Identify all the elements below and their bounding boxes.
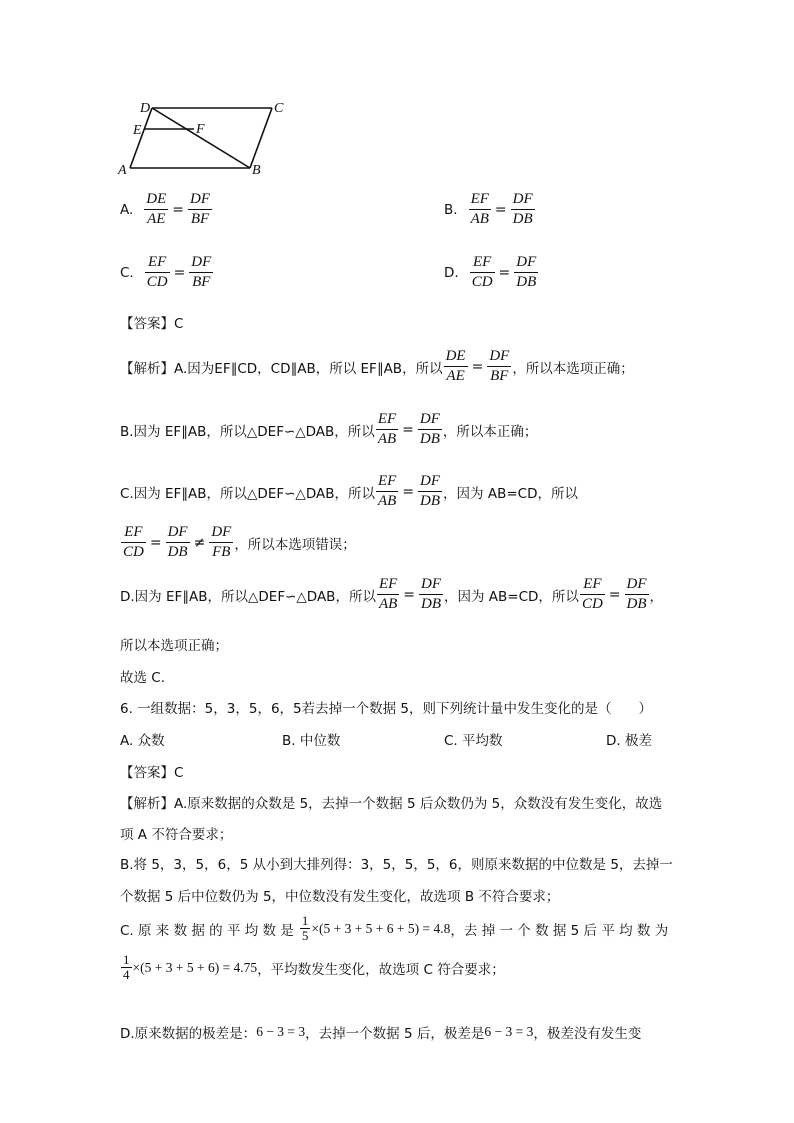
- segment-CB: [250, 108, 272, 168]
- denominator: 4: [123, 967, 130, 982]
- label-E: E: [133, 123, 142, 138]
- analysis-b-text2: ，所以本正确；: [442, 423, 538, 440]
- fraction: [625, 575, 649, 614]
- equals-sign: =: [149, 534, 162, 551]
- option-A-label: A.: [120, 201, 134, 218]
- denominator: AB: [377, 431, 397, 447]
- denominator: CD: [581, 596, 603, 612]
- analysis-a-text2: ，所以本选项正确；: [512, 360, 634, 377]
- numerator: DF: [419, 575, 443, 595]
- numerator: DF: [487, 347, 511, 367]
- fraction: [144, 190, 168, 229]
- fraction: [487, 347, 511, 386]
- numerator: DF: [209, 523, 233, 543]
- q6-analysis-b2: 个数据 5 后中位数仍为 5，中位数没有发生变化，故选项 B 不符合要求；: [120, 889, 560, 905]
- equals-sign: =: [498, 264, 511, 281]
- analysis-c-text3: ，所以本选项错误；: [234, 536, 356, 553]
- numerator: DF: [418, 410, 442, 430]
- denominator: BF: [192, 274, 211, 290]
- q6-option-D: D. 极差: [606, 733, 652, 749]
- fraction: [470, 253, 495, 292]
- q6-analysis-d-expr2: 6 − 3 = 3: [484, 1024, 534, 1039]
- label-B: B: [252, 163, 261, 178]
- denominator: DB: [420, 493, 441, 509]
- denominator: DB: [626, 596, 647, 612]
- denominator: AB: [378, 596, 398, 612]
- numerator: EF: [580, 575, 605, 595]
- equals-sign: =: [403, 586, 416, 603]
- fraction: [418, 472, 442, 511]
- fraction: [419, 575, 443, 614]
- equals-sign: =: [402, 483, 415, 500]
- q6-analysis-c2-expr: ×(5 + 3 + 5 + 6) = 4.75: [132, 959, 258, 975]
- analysis-d-line: [120, 575, 663, 614]
- numerator: DE: [444, 347, 468, 367]
- analysis-tag: 【解析】: [120, 360, 174, 377]
- q6-analysis-d-pre: D.原来数据的极差是：: [120, 1026, 257, 1042]
- q6-option-A: A. 众数: [120, 733, 165, 749]
- analysis-b-line: [120, 410, 537, 449]
- numerator: DF: [166, 523, 190, 543]
- numerator: EF: [377, 575, 399, 595]
- option-D-label: D.: [444, 264, 459, 281]
- fraction: [166, 523, 190, 562]
- q5-conclusion: 故选 C.: [120, 670, 166, 686]
- denominator: FB: [212, 544, 231, 560]
- denominator: DB: [167, 544, 188, 560]
- fraction: [145, 253, 170, 292]
- fraction: [418, 410, 442, 449]
- denominator: AE: [147, 211, 166, 227]
- q6-option-C: C. 平均数: [444, 733, 503, 749]
- denominator: DB: [419, 431, 440, 447]
- denominator: BF: [490, 368, 509, 384]
- fraction: [188, 190, 212, 229]
- option-C: [120, 253, 214, 292]
- q6-analysis-c1: [120, 914, 668, 943]
- denominator: 5: [301, 928, 309, 943]
- equals-sign: =: [608, 586, 621, 603]
- numerator: DF: [625, 575, 649, 595]
- fraction: [300, 914, 311, 943]
- label-C: C: [274, 101, 284, 116]
- analysis-a-prefix: A.因为: [174, 360, 215, 377]
- not-equals-sign: ≠: [193, 534, 206, 551]
- q6-answer: 【答案】C: [120, 765, 184, 781]
- equals-sign: =: [494, 201, 507, 218]
- fraction: [377, 575, 399, 614]
- fraction: [189, 253, 213, 292]
- q6-analysis-d-mid: ，去掉一个数据 5 后，极差是: [305, 1026, 485, 1042]
- denominator: AB: [470, 211, 489, 227]
- numerator: EF: [469, 190, 491, 210]
- numerator: EF: [145, 253, 170, 273]
- numerator: DF: [189, 253, 213, 273]
- fraction: [376, 410, 398, 449]
- fraction: [121, 953, 132, 982]
- analysis-d-text2: ，因为 AB=CD，所以: [444, 588, 579, 605]
- fraction: [469, 190, 491, 229]
- q6-analysis-d-expr1: 6 − 3 = 3: [256, 1024, 306, 1039]
- denominator: CD: [123, 544, 144, 560]
- q6-option-B: B. 中位数: [282, 733, 341, 749]
- label-A: A: [118, 163, 127, 178]
- equals-sign: =: [172, 201, 185, 218]
- denominator: AE: [446, 368, 465, 384]
- numerator: DF: [418, 472, 442, 492]
- analysis-d-text3: ，: [649, 588, 664, 605]
- fraction: [511, 190, 535, 229]
- analysis-b-text1: B.因为 EF∥AB，所以△DEF∽△DAB，所以: [120, 423, 375, 440]
- denominator: BF: [190, 211, 210, 227]
- equals-sign: =: [471, 358, 484, 375]
- equals-sign: =: [173, 264, 186, 281]
- q6-analysis-c1-expr: ×(5 + 3 + 5 + 6 + 5) = 4.8: [311, 920, 451, 936]
- fraction: [209, 523, 233, 562]
- numerator: EF: [376, 410, 398, 430]
- q6-analysis-b1: B.将 5，3，5，6，5 从小到大排列得：3，5，5，5，6，则原来数据的中位数是 5，去掉一: [120, 857, 673, 873]
- equals-sign: =: [402, 421, 414, 438]
- analysis-d-text1: D.因为 EF∥AB，所以△DEF∽△DAB，所以: [120, 588, 376, 605]
- option-B-label: B.: [444, 201, 458, 218]
- denominator: DB: [512, 211, 533, 227]
- fraction: [444, 347, 468, 386]
- numerator: DE: [144, 190, 168, 210]
- segment-DB: [152, 108, 250, 168]
- option-B: [444, 190, 536, 229]
- numerator: DF: [514, 253, 538, 273]
- denominator: DB: [516, 274, 537, 290]
- q6-analysis-a2: 项 A 不符合要求；: [120, 827, 233, 843]
- numerator: 1: [301, 913, 309, 928]
- label-F: F: [196, 122, 205, 137]
- analysis-a-text1: EF∥CD，CD∥AB，所以 EF∥AB，所以: [214, 360, 443, 377]
- analysis-c-line: [120, 472, 578, 511]
- analysis-a-line: [120, 347, 634, 386]
- q6-analysis-c1-pre: C. 原 来 数 据 的 平 均 数 是: [120, 922, 294, 939]
- fraction: [580, 575, 605, 614]
- q6-stem: 6. 一组数据：5，3，5，6，5若去掉一个数据 5，则下列统计量中发生变化的是（ ）: [120, 701, 652, 717]
- analysis-c-text2: ，因为 AB=CD，所以: [443, 485, 578, 502]
- option-A: [120, 190, 213, 229]
- numerator: DF: [511, 190, 535, 210]
- fraction: [121, 523, 146, 562]
- parallelogram-figure: [112, 96, 292, 178]
- denominator: AB: [377, 493, 397, 509]
- numerator: 1: [123, 952, 130, 967]
- label-D: D: [140, 101, 151, 116]
- fraction: [376, 472, 398, 511]
- q5-answer: 【答案】C: [120, 316, 184, 332]
- numerator: DF: [188, 190, 212, 210]
- option-C-label: C.: [120, 264, 134, 281]
- segment-AD: [130, 108, 152, 168]
- numerator: EF: [470, 253, 495, 273]
- q6-analysis-d: [120, 1022, 641, 1042]
- q6-analysis-a1: 【解析】A.原来数据的众数是 5，去掉一个数据 5 后众数仍为 5，众数没有发生变化，故选: [120, 796, 663, 812]
- q6-analysis-c2-post: ，平均数发生变化，故选项 C 符合要求；: [257, 961, 505, 978]
- analysis-d-text4: 所以本选项正确；: [120, 638, 228, 654]
- denominator: CD: [146, 274, 168, 290]
- numerator: EF: [376, 472, 398, 492]
- option-D: [444, 253, 539, 292]
- q6-analysis-c1-post: ，去 掉 一 个 数 据 5 后 平 均 数 为: [450, 922, 669, 939]
- q6-analysis-c2: [120, 953, 505, 982]
- denominator: DB: [421, 596, 442, 612]
- numerator: EF: [121, 523, 146, 543]
- denominator: CD: [471, 274, 493, 290]
- analysis-c-line2: [120, 523, 356, 562]
- analysis-c-text1: C.因为 EF∥AB，所以△DEF∽△DAB，所以: [120, 485, 375, 502]
- q6-analysis-d-post: ，极差没有发生变: [533, 1026, 642, 1042]
- fraction: [514, 253, 538, 292]
